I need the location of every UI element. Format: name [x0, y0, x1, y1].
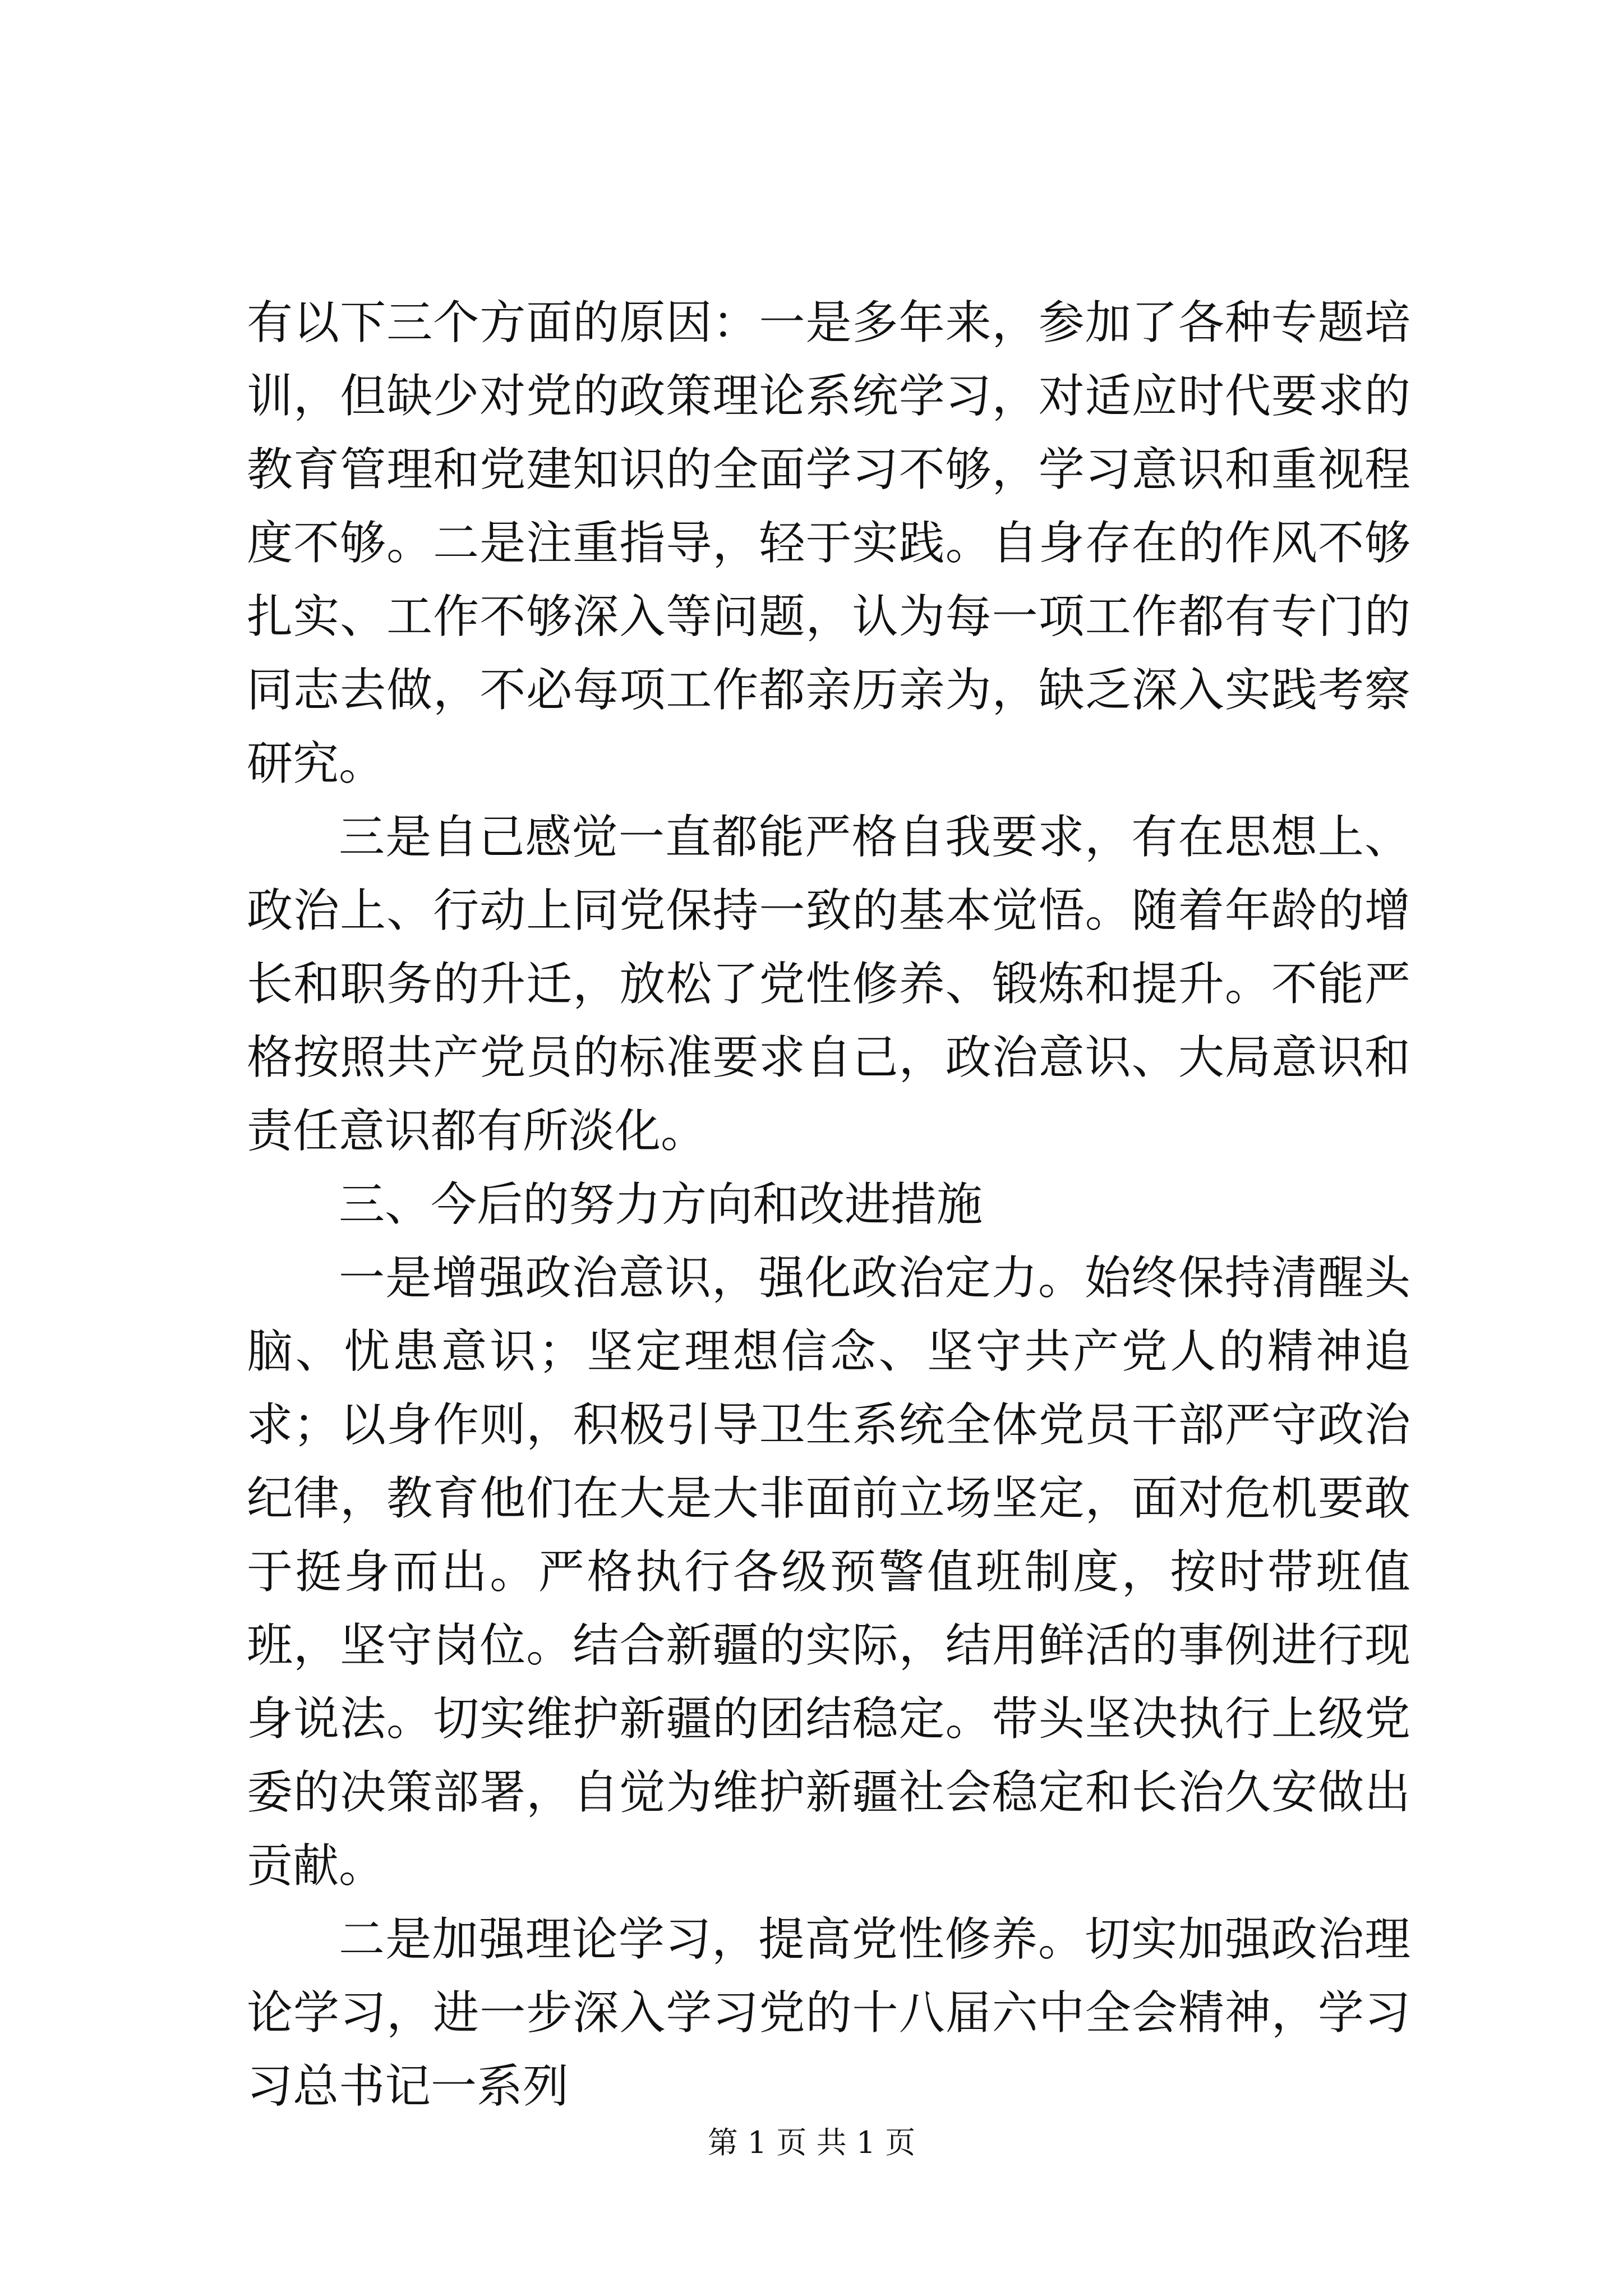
paragraph-causes: 有以下三个方面的原因：一是多年来，参加了各种专题培训，但缺少对党的政策理论系统学习，对适应时代要求的教育管理和党建知识的全面学习不够，学习意识和重视程度不够。二是注重指导，轻于实践。自身存在的作风不够扎实、工作不够深入等问题，认为每一项工作都有专门的同志去做，不必每项工作都亲历亲为，缺乏深入实践考察研究。: [247, 296, 1410, 790]
paragraph-political-awareness: 一是增强政治意识，强化政治定力。始终保持清醒头脑、忧患意识；坚定理想信念、坚守共产党人的精神追求；以身作则，积极引导卫生系统全体党员干部严守政治纪律，教育他们在大是大非面前立场坚定，面对危机要敢于挺身而出。严格执行各级预警值班制度，按时带班值班，坚守岗位。结合新疆的实际，结用鲜活的事例进行现身说法。切实维护新疆的团结稳定。带头坚决执行上级党委的决策部署，自觉为维护新疆社会稳定和长治久安做出贡献。: [247, 1251, 1410, 1893]
section-heading-improvement: 三、今后的努力方向和改进措施: [339, 1178, 983, 1231]
page-footer: 第 1 页 共 1 页: [707, 2125, 916, 2160]
document-body: [247, 286, 1410, 2123]
paragraph-theory-study: 二是加强理论学习，提高党性修养。切实加强政治理论学习，进一步深入学习党的十八届六中全会精神，学习习总书记一系列: [247, 1913, 1410, 2113]
paragraph-self-requirement: 三是自己感觉一直都能严格自我要求，有在思想上、政治上、行动上同党保持一致的基本觉悟。随着年龄的增长和职务的升迁，放松了党性修养、锻炼和提升。不能严格按照共产党员的标准要求自己，政治意识、大局意识和责任意识都有所淡化。: [247, 811, 1410, 1158]
